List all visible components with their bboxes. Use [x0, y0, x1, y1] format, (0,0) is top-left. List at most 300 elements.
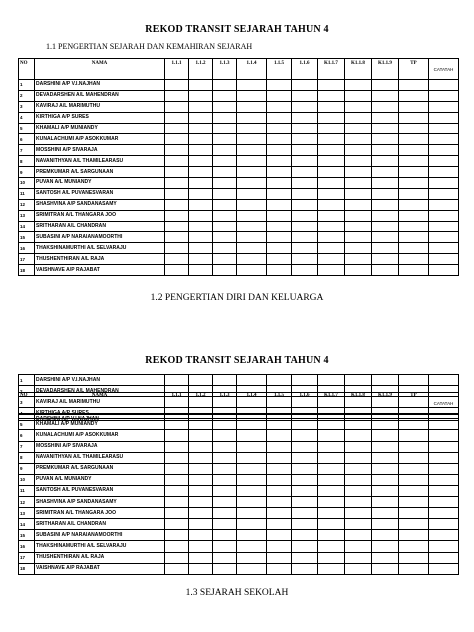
grade-cell[interactable] [213, 90, 237, 101]
grade-cell[interactable] [429, 210, 459, 221]
grade-cell[interactable] [345, 167, 372, 178]
grade-cell[interactable] [318, 541, 345, 552]
grade-cell[interactable] [318, 221, 345, 232]
grade-cell[interactable] [372, 530, 399, 541]
grade-cell[interactable] [399, 90, 429, 101]
grade-cell[interactable] [267, 541, 292, 552]
grade-cell[interactable] [318, 188, 345, 199]
grade-cell[interactable] [292, 519, 318, 530]
grade-cell[interactable] [165, 178, 189, 189]
grade-cell[interactable] [189, 156, 213, 167]
grade-cell[interactable] [237, 508, 267, 519]
grade-cell[interactable] [399, 530, 429, 541]
grade-cell[interactable] [213, 167, 237, 178]
grade-cell[interactable] [237, 80, 267, 91]
grade-cell[interactable] [189, 112, 213, 123]
grade-cell[interactable] [165, 552, 189, 563]
grade-cell[interactable] [345, 541, 372, 552]
grade-cell[interactable] [189, 541, 213, 552]
grade-cell[interactable] [399, 80, 429, 91]
grade-cell[interactable] [372, 430, 399, 441]
grade-cell[interactable] [189, 419, 213, 430]
grade-cell[interactable] [213, 430, 237, 441]
grade-cell[interactable] [165, 497, 189, 508]
grade-cell[interactable] [399, 112, 429, 123]
grade-cell[interactable] [345, 463, 372, 474]
grade-cell[interactable] [165, 80, 189, 91]
grade-cell[interactable] [189, 530, 213, 541]
grade-cell[interactable] [429, 178, 459, 189]
grade-cell[interactable] [345, 145, 372, 156]
grade-cell[interactable] [399, 188, 429, 199]
grade-cell[interactable] [429, 408, 459, 419]
grade-cell[interactable] [399, 178, 429, 189]
grade-cell[interactable] [165, 419, 189, 430]
grade-cell[interactable] [237, 441, 267, 452]
grade-cell[interactable] [429, 232, 459, 243]
grade-cell[interactable] [165, 156, 189, 167]
grade-cell[interactable] [399, 254, 429, 265]
grade-cell[interactable] [372, 375, 399, 386]
grade-cell[interactable] [267, 474, 292, 485]
grade-cell[interactable] [345, 508, 372, 519]
grade-cell[interactable] [372, 386, 399, 397]
grade-cell[interactable] [267, 430, 292, 441]
grade-cell[interactable] [292, 221, 318, 232]
grade-cell[interactable] [237, 210, 267, 221]
grade-cell[interactable] [237, 463, 267, 474]
grade-cell[interactable] [345, 210, 372, 221]
grade-cell[interactable] [372, 408, 399, 419]
grade-cell[interactable] [318, 474, 345, 485]
grade-cell[interactable] [267, 188, 292, 199]
grade-cell[interactable] [237, 221, 267, 232]
grade-cell[interactable] [429, 375, 459, 386]
grade-cell[interactable] [345, 90, 372, 101]
grade-cell[interactable] [267, 397, 292, 408]
grade-cell[interactable] [372, 485, 399, 496]
grade-cell[interactable] [165, 463, 189, 474]
grade-cell[interactable] [267, 441, 292, 452]
grade-cell[interactable] [372, 112, 399, 123]
grade-cell[interactable] [429, 552, 459, 563]
grade-cell[interactable] [345, 80, 372, 91]
grade-cell[interactable] [345, 397, 372, 408]
grade-cell[interactable] [213, 485, 237, 496]
grade-cell[interactable] [372, 178, 399, 189]
grade-cell[interactable] [318, 419, 345, 430]
grade-cell[interactable] [372, 552, 399, 563]
grade-cell[interactable] [292, 254, 318, 265]
grade-cell[interactable] [318, 508, 345, 519]
grade-cell[interactable] [267, 386, 292, 397]
grade-cell[interactable] [237, 188, 267, 199]
grade-cell[interactable] [165, 243, 189, 254]
grade-cell[interactable] [292, 441, 318, 452]
grade-cell[interactable] [292, 123, 318, 134]
grade-cell[interactable] [345, 199, 372, 210]
grade-cell[interactable] [189, 441, 213, 452]
grade-cell[interactable] [213, 156, 237, 167]
grade-cell[interactable] [292, 430, 318, 441]
grade-cell[interactable] [292, 497, 318, 508]
grade-cell[interactable] [372, 134, 399, 145]
grade-cell[interactable] [345, 188, 372, 199]
grade-cell[interactable] [318, 243, 345, 254]
grade-cell[interactable] [318, 485, 345, 496]
grade-cell[interactable] [292, 508, 318, 519]
grade-cell[interactable] [189, 508, 213, 519]
grade-cell[interactable] [429, 243, 459, 254]
grade-cell[interactable] [213, 265, 237, 276]
grade-cell[interactable] [189, 243, 213, 254]
grade-cell[interactable] [372, 167, 399, 178]
grade-cell[interactable] [292, 563, 318, 574]
grade-cell[interactable] [189, 134, 213, 145]
grade-cell[interactable] [399, 541, 429, 552]
grade-cell[interactable] [372, 199, 399, 210]
grade-cell[interactable] [237, 375, 267, 386]
grade-cell[interactable] [165, 265, 189, 276]
grade-cell[interactable] [318, 134, 345, 145]
grade-cell[interactable] [345, 430, 372, 441]
grade-cell[interactable] [372, 397, 399, 408]
grade-cell[interactable] [213, 80, 237, 91]
grade-cell[interactable] [267, 552, 292, 563]
grade-cell[interactable] [372, 243, 399, 254]
grade-cell[interactable] [318, 178, 345, 189]
grade-cell[interactable] [429, 90, 459, 101]
grade-cell[interactable] [213, 519, 237, 530]
grade-cell[interactable] [345, 156, 372, 167]
grade-cell[interactable] [399, 508, 429, 519]
grade-cell[interactable] [372, 463, 399, 474]
grade-cell[interactable] [267, 265, 292, 276]
grade-cell[interactable] [237, 199, 267, 210]
grade-cell[interactable] [213, 408, 237, 419]
grade-cell[interactable] [165, 386, 189, 397]
grade-cell[interactable] [189, 101, 213, 112]
grade-cell[interactable] [237, 134, 267, 145]
grade-cell[interactable] [237, 563, 267, 574]
grade-cell[interactable] [237, 90, 267, 101]
grade-cell[interactable] [292, 541, 318, 552]
grade-cell[interactable] [267, 375, 292, 386]
grade-cell[interactable] [213, 101, 237, 112]
grade-cell[interactable] [165, 232, 189, 243]
grade-cell[interactable] [429, 563, 459, 574]
grade-cell[interactable] [318, 101, 345, 112]
grade-cell[interactable] [345, 519, 372, 530]
grade-cell[interactable] [292, 199, 318, 210]
grade-cell[interactable] [237, 541, 267, 552]
grade-cell[interactable] [189, 167, 213, 178]
grade-cell[interactable] [372, 156, 399, 167]
grade-cell[interactable] [292, 375, 318, 386]
grade-cell[interactable] [165, 101, 189, 112]
grade-cell[interactable] [189, 563, 213, 574]
grade-cell[interactable] [372, 508, 399, 519]
grade-cell[interactable] [318, 375, 345, 386]
grade-cell[interactable] [165, 145, 189, 156]
grade-cell[interactable] [345, 254, 372, 265]
grade-cell[interactable] [318, 123, 345, 134]
grade-cell[interactable] [429, 112, 459, 123]
grade-cell[interactable] [345, 178, 372, 189]
grade-cell[interactable] [345, 265, 372, 276]
grade-cell[interactable] [237, 265, 267, 276]
grade-cell[interactable] [213, 178, 237, 189]
grade-cell[interactable] [399, 408, 429, 419]
grade-cell[interactable] [429, 221, 459, 232]
grade-cell[interactable] [267, 243, 292, 254]
grade-cell[interactable] [165, 210, 189, 221]
grade-cell[interactable] [165, 485, 189, 496]
grade-cell[interactable] [292, 408, 318, 419]
grade-cell[interactable] [429, 485, 459, 496]
grade-cell[interactable] [213, 552, 237, 563]
grade-cell[interactable] [237, 145, 267, 156]
grade-cell[interactable] [189, 80, 213, 91]
grade-cell[interactable] [237, 497, 267, 508]
grade-cell[interactable] [429, 167, 459, 178]
grade-cell[interactable] [213, 474, 237, 485]
grade-cell[interactable] [429, 474, 459, 485]
grade-cell[interactable] [345, 243, 372, 254]
grade-cell[interactable] [213, 232, 237, 243]
grade-cell[interactable] [237, 552, 267, 563]
grade-cell[interactable] [372, 210, 399, 221]
grade-cell[interactable] [213, 221, 237, 232]
grade-cell[interactable] [399, 419, 429, 430]
grade-cell[interactable] [292, 397, 318, 408]
grade-cell[interactable] [399, 463, 429, 474]
grade-cell[interactable] [237, 167, 267, 178]
grade-cell[interactable] [318, 145, 345, 156]
grade-cell[interactable] [429, 519, 459, 530]
grade-cell[interactable] [267, 221, 292, 232]
grade-cell[interactable] [237, 232, 267, 243]
grade-cell[interactable] [267, 178, 292, 189]
grade-cell[interactable] [237, 112, 267, 123]
grade-cell[interactable] [292, 530, 318, 541]
grade-cell[interactable] [213, 375, 237, 386]
grade-cell[interactable] [345, 101, 372, 112]
grade-cell[interactable] [267, 156, 292, 167]
grade-cell[interactable] [292, 80, 318, 91]
grade-cell[interactable] [399, 134, 429, 145]
grade-cell[interactable] [237, 101, 267, 112]
grade-cell[interactable] [372, 232, 399, 243]
grade-cell[interactable] [165, 167, 189, 178]
grade-cell[interactable] [189, 221, 213, 232]
grade-cell[interactable] [189, 552, 213, 563]
grade-cell[interactable] [372, 441, 399, 452]
grade-cell[interactable] [429, 188, 459, 199]
grade-cell[interactable] [189, 397, 213, 408]
grade-cell[interactable] [345, 485, 372, 496]
grade-cell[interactable] [399, 519, 429, 530]
grade-cell[interactable] [399, 167, 429, 178]
grade-cell[interactable] [237, 530, 267, 541]
grade-cell[interactable] [213, 145, 237, 156]
grade-cell[interactable] [318, 397, 345, 408]
grade-cell[interactable] [372, 497, 399, 508]
grade-cell[interactable] [237, 419, 267, 430]
grade-cell[interactable] [165, 519, 189, 530]
grade-cell[interactable] [372, 265, 399, 276]
grade-cell[interactable] [165, 254, 189, 265]
grade-cell[interactable] [213, 243, 237, 254]
grade-cell[interactable] [318, 156, 345, 167]
grade-cell[interactable] [345, 386, 372, 397]
grade-cell[interactable] [189, 90, 213, 101]
grade-cell[interactable] [429, 530, 459, 541]
grade-cell[interactable] [267, 530, 292, 541]
grade-cell[interactable] [318, 530, 345, 541]
grade-cell[interactable] [189, 232, 213, 243]
grade-cell[interactable] [165, 508, 189, 519]
grade-cell[interactable] [213, 188, 237, 199]
grade-cell[interactable] [237, 430, 267, 441]
grade-cell[interactable] [399, 485, 429, 496]
grade-cell[interactable] [318, 167, 345, 178]
grade-cell[interactable] [267, 112, 292, 123]
grade-cell[interactable] [345, 497, 372, 508]
grade-cell[interactable] [213, 541, 237, 552]
grade-cell[interactable] [318, 552, 345, 563]
grade-cell[interactable] [189, 408, 213, 419]
grade-cell[interactable] [267, 463, 292, 474]
grade-cell[interactable] [213, 210, 237, 221]
grade-cell[interactable] [345, 452, 372, 463]
grade-cell[interactable] [429, 508, 459, 519]
grade-cell[interactable] [267, 101, 292, 112]
grade-cell[interactable] [267, 134, 292, 145]
grade-cell[interactable] [267, 519, 292, 530]
grade-cell[interactable] [345, 232, 372, 243]
grade-cell[interactable] [345, 375, 372, 386]
grade-cell[interactable] [292, 552, 318, 563]
grade-cell[interactable] [237, 243, 267, 254]
grade-cell[interactable] [372, 474, 399, 485]
grade-cell[interactable] [429, 123, 459, 134]
grade-cell[interactable] [292, 243, 318, 254]
grade-cell[interactable] [213, 199, 237, 210]
grade-cell[interactable] [237, 386, 267, 397]
grade-cell[interactable] [237, 254, 267, 265]
grade-cell[interactable] [237, 178, 267, 189]
grade-cell[interactable] [267, 419, 292, 430]
grade-cell[interactable] [292, 232, 318, 243]
grade-cell[interactable] [399, 221, 429, 232]
grade-cell[interactable] [267, 145, 292, 156]
grade-cell[interactable] [189, 375, 213, 386]
grade-cell[interactable] [292, 463, 318, 474]
grade-cell[interactable] [292, 156, 318, 167]
grade-cell[interactable] [372, 419, 399, 430]
grade-cell[interactable] [429, 265, 459, 276]
grade-cell[interactable] [372, 145, 399, 156]
grade-cell[interactable] [267, 452, 292, 463]
grade-cell[interactable] [213, 530, 237, 541]
grade-cell[interactable] [318, 519, 345, 530]
grade-cell[interactable] [318, 430, 345, 441]
grade-cell[interactable] [345, 134, 372, 145]
grade-cell[interactable] [429, 419, 459, 430]
grade-cell[interactable] [267, 199, 292, 210]
grade-cell[interactable] [429, 463, 459, 474]
grade-cell[interactable] [429, 497, 459, 508]
grade-cell[interactable] [292, 210, 318, 221]
grade-cell[interactable] [267, 497, 292, 508]
grade-cell[interactable] [318, 199, 345, 210]
grade-cell[interactable] [318, 210, 345, 221]
grade-cell[interactable] [189, 430, 213, 441]
grade-cell[interactable] [213, 463, 237, 474]
grade-cell[interactable] [345, 123, 372, 134]
grade-cell[interactable] [267, 254, 292, 265]
grade-cell[interactable] [213, 497, 237, 508]
grade-cell[interactable] [189, 463, 213, 474]
grade-cell[interactable] [429, 80, 459, 91]
grade-cell[interactable] [372, 90, 399, 101]
grade-cell[interactable] [165, 221, 189, 232]
grade-cell[interactable] [267, 80, 292, 91]
grade-cell[interactable] [165, 134, 189, 145]
grade-cell[interactable] [372, 563, 399, 574]
grade-cell[interactable] [429, 254, 459, 265]
grade-cell[interactable] [165, 90, 189, 101]
grade-cell[interactable] [165, 408, 189, 419]
grade-cell[interactable] [399, 397, 429, 408]
grade-cell[interactable] [372, 80, 399, 91]
grade-cell[interactable] [429, 452, 459, 463]
grade-cell[interactable] [399, 474, 429, 485]
grade-cell[interactable] [237, 408, 267, 419]
grade-cell[interactable] [429, 156, 459, 167]
grade-cell[interactable] [213, 441, 237, 452]
grade-cell[interactable] [189, 474, 213, 485]
grade-cell[interactable] [213, 134, 237, 145]
grade-cell[interactable] [399, 232, 429, 243]
grade-cell[interactable] [267, 485, 292, 496]
grade-cell[interactable] [399, 452, 429, 463]
grade-cell[interactable] [213, 452, 237, 463]
grade-cell[interactable] [292, 188, 318, 199]
grade-cell[interactable] [399, 156, 429, 167]
grade-cell[interactable] [292, 112, 318, 123]
grade-cell[interactable] [213, 112, 237, 123]
grade-cell[interactable] [372, 221, 399, 232]
grade-cell[interactable] [292, 485, 318, 496]
grade-cell[interactable] [372, 254, 399, 265]
grade-cell[interactable] [237, 452, 267, 463]
grade-cell[interactable] [318, 497, 345, 508]
grade-cell[interactable] [189, 519, 213, 530]
grade-cell[interactable] [318, 232, 345, 243]
grade-cell[interactable] [372, 123, 399, 134]
grade-cell[interactable] [399, 552, 429, 563]
grade-cell[interactable] [213, 254, 237, 265]
grade-cell[interactable] [237, 474, 267, 485]
grade-cell[interactable] [189, 210, 213, 221]
grade-cell[interactable] [292, 101, 318, 112]
grade-cell[interactable] [213, 563, 237, 574]
grade-cell[interactable] [345, 408, 372, 419]
grade-cell[interactable] [267, 90, 292, 101]
grade-cell[interactable] [165, 430, 189, 441]
